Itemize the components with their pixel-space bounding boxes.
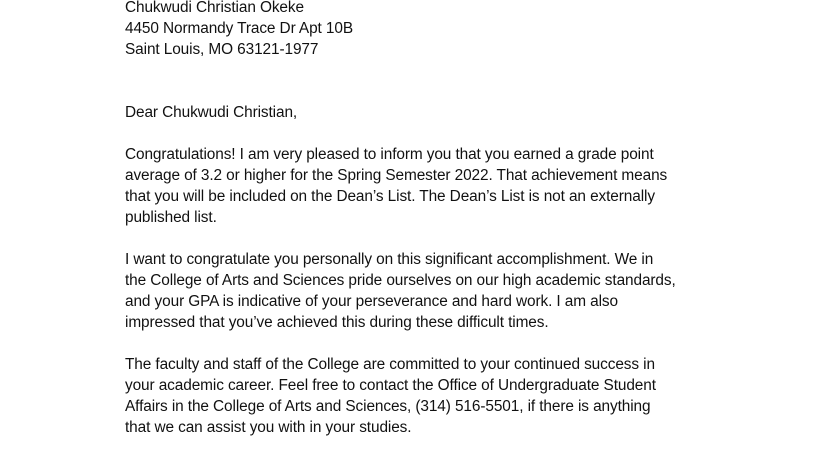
recipient-city-state-zip: Saint Louis, MO 63121-1977: [125, 41, 319, 58]
salutation: Dear Chukwudi Christian,: [125, 104, 298, 121]
paragraph-line: the College of Arts and Sciences pride ourselves on our high academic standards,: [125, 272, 676, 289]
paragraph-line: average of 3.2 or higher for the Spring Semester 2022. That achievement means: [125, 167, 668, 184]
recipient-address: [125, 0, 805, 60]
paragraph-contact-info: [125, 354, 805, 438]
paragraph-line: your academic career. Feel free to contact the Office of Undergraduate Student: [125, 377, 656, 394]
paragraph-line: published list.: [125, 209, 217, 226]
paragraph-line: I want to congratulate you personally on this significant accomplishment. We in: [125, 251, 654, 268]
letter-body: [125, 0, 805, 438]
paragraph-line: impressed that you’ve achieved this during these difficult times.: [125, 314, 549, 331]
recipient-street: 4450 Normandy Trace Dr Apt 10B: [125, 20, 353, 37]
paragraph-line: The faculty and staff of the College are committed to your continued success in: [125, 356, 655, 373]
recipient-name: Chukwudi Christian Okeke: [125, 0, 304, 16]
paragraph-line: that we can assist you with in your studies.: [125, 419, 412, 436]
paragraph-line: and your GPA is indicative of your perseverance and hard work. I am also: [125, 293, 618, 310]
paragraph-line: Congratulations! I am very pleased to inform you that you earned a grade point: [125, 146, 654, 163]
paragraph-personal-congratulation: [125, 249, 805, 333]
paragraph-line: Affairs in the College of Arts and Sciences, (314) 516-5501, if there is anything: [125, 398, 651, 415]
paragraph-congratulations: [125, 144, 805, 228]
paragraph-line: that you will be included on the Dean’s List. The Dean’s List is not an externally: [125, 188, 655, 205]
